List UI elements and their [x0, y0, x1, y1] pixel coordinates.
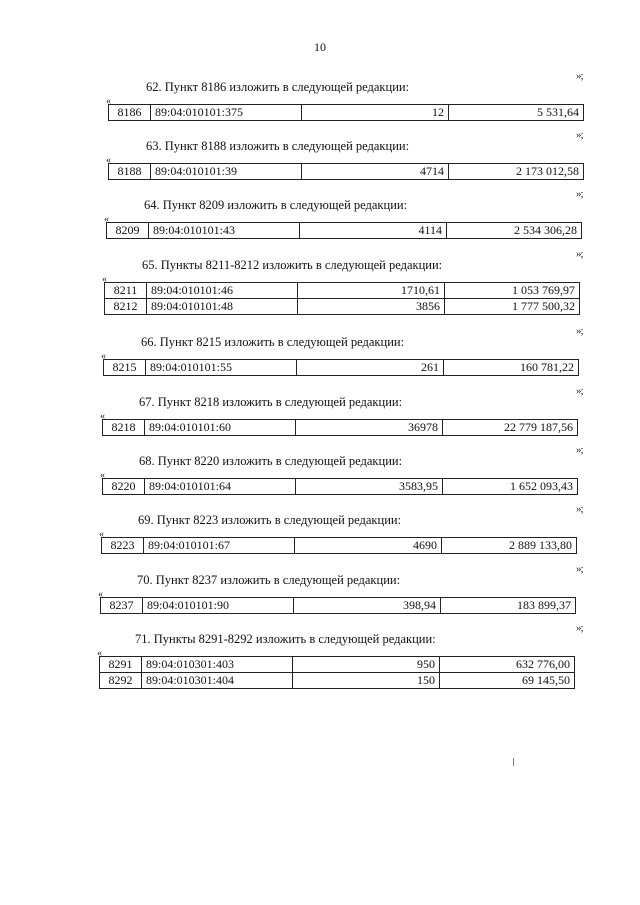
amendment-table: [101, 537, 577, 554]
cadastral-value-cell: 1 777 500,32: [445, 299, 580, 315]
cadastral-value-cell: 183 899,37: [441, 598, 576, 614]
cadastral-value-cell: 2 889 133,80: [442, 538, 577, 554]
item-number-cell: 8188: [109, 164, 151, 180]
cadastral-number-cell: 89:04:010101:67: [144, 538, 295, 554]
closing-quote: »;: [576, 325, 583, 337]
area-cell: 36978: [296, 420, 443, 436]
cadastral-value-cell: 160 781,22: [444, 360, 579, 376]
amendment-heading: 63. Пункт 8188 изложить в следующей редакции:: [146, 139, 410, 153]
closing-quote: »;: [576, 503, 583, 515]
amendment-heading: 71. Пункты 8291-8292 изложить в следующей редакции:: [135, 632, 436, 646]
cadastral-value-cell: 22 779 187,56: [443, 420, 578, 436]
opening-quote: «: [106, 96, 111, 107]
amendment-table: [108, 104, 584, 121]
area-cell: 3856: [298, 299, 445, 315]
cadastral-number-cell: 89:04:010101:48: [147, 299, 298, 315]
item-number-cell: 8291: [100, 657, 142, 673]
cadastral-number-cell: 89:04:010101:39: [151, 164, 302, 180]
cadastral-number-cell: 89:04:010101:375: [151, 105, 302, 121]
cadastral-number-cell: 89:04:010301:404: [142, 673, 293, 689]
cadastral-number-cell: 89:04:010101:46: [147, 283, 298, 299]
opening-quote: «: [101, 351, 106, 362]
cadastral-value-cell: 69 145,50: [440, 673, 575, 689]
opening-quote: «: [102, 274, 107, 285]
opening-quote: «: [99, 529, 104, 540]
item-number-cell: 8220: [103, 479, 145, 495]
area-cell: 261: [297, 360, 444, 376]
amendment-table: [104, 282, 580, 315]
amendment-table: [102, 419, 578, 436]
table-row: [105, 283, 580, 299]
amendment-heading: 67. Пункт 8218 изложить в следующей редакции:: [139, 395, 403, 409]
amendment-table: [103, 359, 579, 376]
amendment-table: [102, 478, 578, 495]
item-number-cell: 8209: [107, 223, 149, 239]
cadastral-number-cell: 89:04:010101:55: [146, 360, 297, 376]
area-cell: 4690: [295, 538, 442, 554]
table-row: [107, 223, 582, 239]
closing-quote: »;: [576, 444, 583, 456]
closing-quote: »;: [576, 385, 583, 397]
amendment-table: [99, 656, 575, 689]
table-row: [105, 299, 580, 315]
table-row: [102, 538, 577, 554]
area-cell: 950: [293, 657, 440, 673]
area-cell: 1710,61: [298, 283, 445, 299]
cadastral-value-cell: 1 053 769,97: [445, 283, 580, 299]
amendment-heading: 66. Пункт 8215 изложить в следующей редакции:: [141, 335, 405, 349]
area-cell: 3583,95: [296, 479, 443, 495]
page-number: 10: [314, 40, 326, 54]
amendment-table: [108, 163, 584, 180]
scan-artifact: [513, 758, 514, 766]
table-row: [100, 673, 575, 689]
area-cell: 4114: [300, 223, 447, 239]
cadastral-number-cell: 89:04:010101:60: [145, 420, 296, 436]
item-number-cell: 8211: [105, 283, 147, 299]
table-row: [103, 420, 578, 436]
amendment-heading: 62. Пункт 8186 изложить в следующей редакции:: [146, 80, 410, 94]
table-row: [103, 479, 578, 495]
cadastral-value-cell: 632 776,00: [440, 657, 575, 673]
amendment-heading: 64. Пункт 8209 изложить в следующей редакции:: [144, 198, 408, 212]
item-number-cell: 8292: [100, 673, 142, 689]
table-row: [109, 164, 584, 180]
table-row: [109, 105, 584, 121]
cadastral-value-cell: 1 652 093,43: [443, 479, 578, 495]
closing-quote: »;: [576, 70, 583, 82]
amendment-heading: 68. Пункт 8220 изложить в следующей редакции:: [139, 454, 403, 468]
cadastral-value-cell: 2 534 306,28: [447, 223, 582, 239]
opening-quote: «: [106, 155, 111, 166]
item-number-cell: 8237: [101, 598, 143, 614]
area-cell: 4714: [302, 164, 449, 180]
closing-quote: »;: [576, 622, 583, 634]
closing-quote: »;: [576, 188, 583, 200]
opening-quote: «: [97, 648, 102, 659]
closing-quote: »;: [576, 248, 583, 260]
closing-quote: »;: [576, 129, 583, 141]
area-cell: 12: [302, 105, 449, 121]
cadastral-value-cell: 5 531,64: [449, 105, 584, 121]
table-row: [101, 598, 576, 614]
opening-quote: «: [100, 411, 105, 422]
table-row: [104, 360, 579, 376]
cadastral-number-cell: 89:04:010101:64: [145, 479, 296, 495]
item-number-cell: 8218: [103, 420, 145, 436]
cadastral-number-cell: 89:04:010101:90: [143, 598, 294, 614]
cadastral-number-cell: 89:04:010301:403: [142, 657, 293, 673]
amendment-heading: 65. Пункты 8211-8212 изложить в следующей редакции:: [142, 258, 443, 272]
area-cell: 150: [293, 673, 440, 689]
table-row: [100, 657, 575, 673]
opening-quote: «: [104, 214, 109, 225]
item-number-cell: 8215: [104, 360, 146, 376]
area-cell: 398,94: [294, 598, 441, 614]
amendment-heading: 70. Пункт 8237 изложить в следующей редакции:: [137, 573, 401, 587]
amendment-table: [106, 222, 582, 239]
cadastral-number-cell: 89:04:010101:43: [149, 223, 300, 239]
cadastral-value-cell: 2 173 012,58: [449, 164, 584, 180]
opening-quote: «: [98, 589, 103, 600]
closing-quote: »;: [576, 563, 583, 575]
opening-quote: «: [100, 470, 105, 481]
amendment-table: [100, 597, 576, 614]
item-number-cell: 8212: [105, 299, 147, 315]
item-number-cell: 8186: [109, 105, 151, 121]
amendment-heading: 69. Пункт 8223 изложить в следующей редакции:: [138, 513, 402, 527]
item-number-cell: 8223: [102, 538, 144, 554]
